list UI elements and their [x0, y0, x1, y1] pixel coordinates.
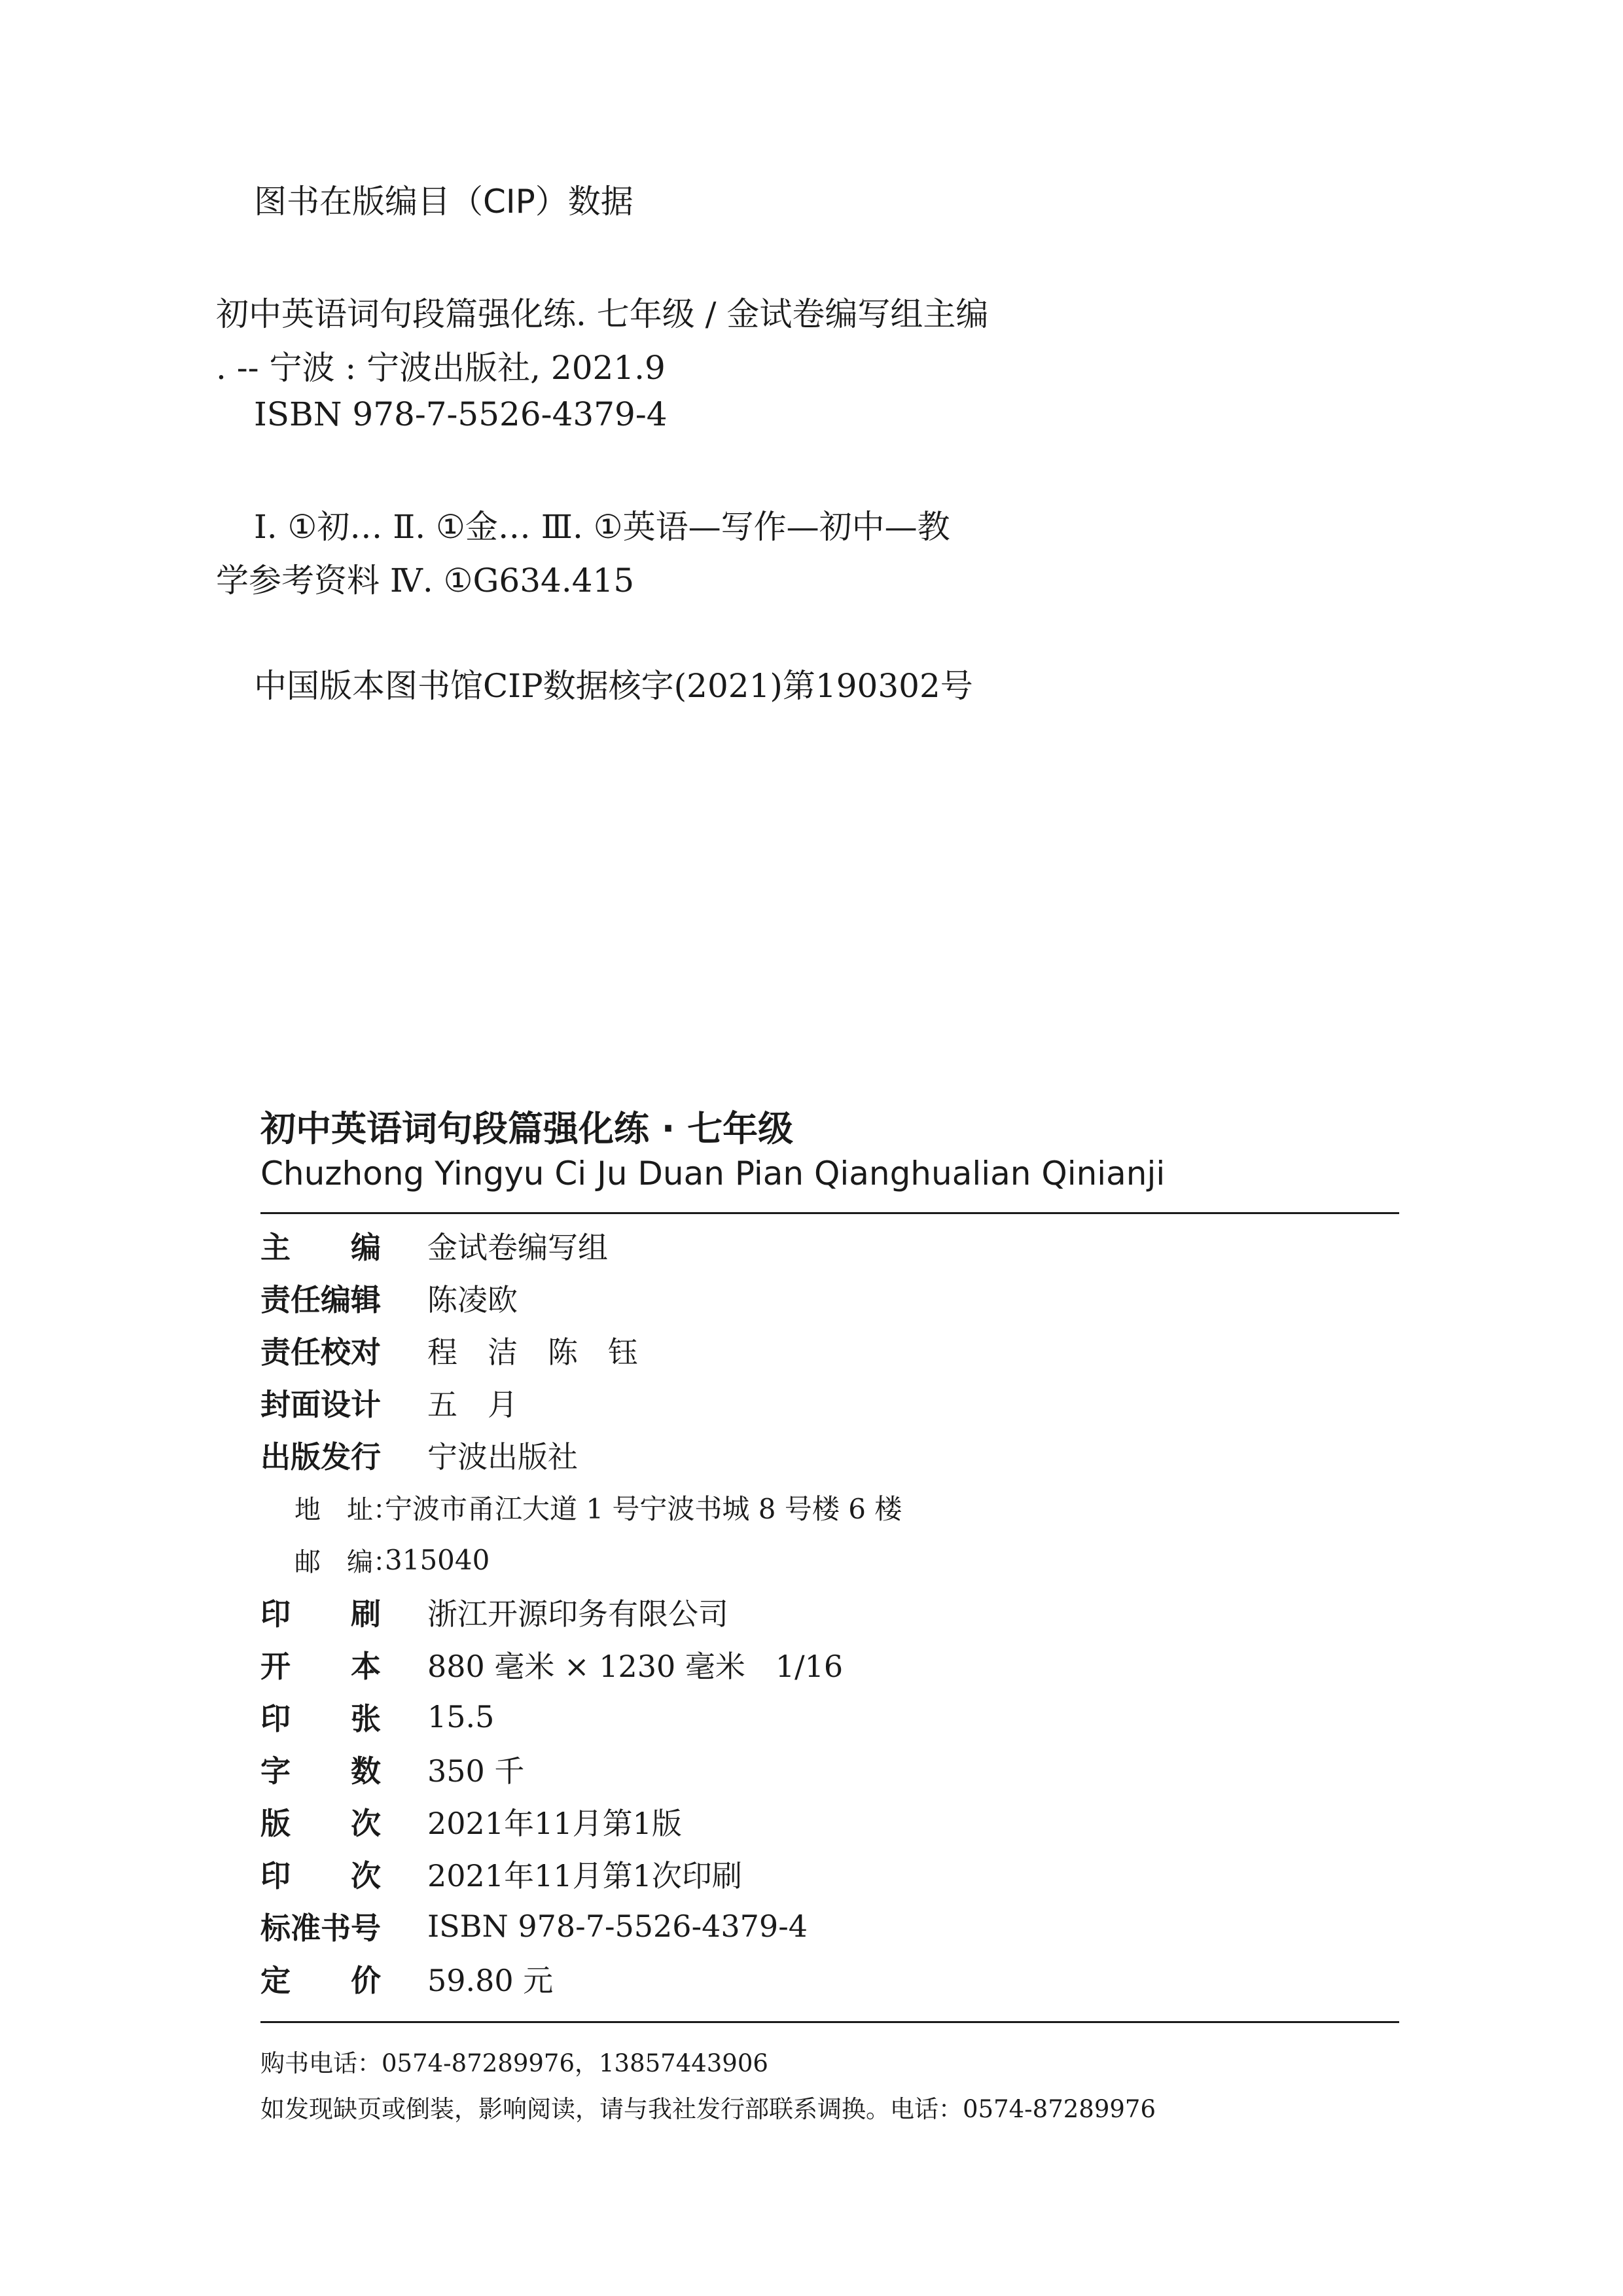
detail-row-sheets [260, 1694, 494, 1740]
cip-subject-line2: 学参考资料 Ⅳ. ①G634.415 [216, 562, 635, 600]
detail-label: 主 编 [260, 1230, 381, 1265]
cip-title-line2: . -- 宁波 : 宁波出版社, 2021.9 [216, 349, 666, 387]
detail-value: 浙江开源印务有限公司 [427, 1596, 728, 1632]
detail-label: 责任校对 [260, 1335, 381, 1370]
detail-label: 出版发行 [260, 1439, 381, 1475]
detail-row-publisher [260, 1432, 578, 1478]
cip-record-number: 中国版本图书馆CIP数据核字(2021)第190302号 [254, 667, 973, 705]
cip-subject-line1: Ⅰ. ①初… Ⅱ. ①金… Ⅲ. ①英语—写作—初中—教 [254, 508, 950, 546]
detail-row-price [260, 1956, 553, 2001]
detail-row-proofreader [260, 1327, 638, 1373]
detail-label: 责任编辑 [260, 1282, 381, 1318]
cip-title-line1: 初中英语词句段篇强化练. 七年级 / 金试卷编写组主编 [216, 295, 989, 333]
detail-value: 五 月 [427, 1387, 518, 1422]
detail-value: 2021年11月第1版 [427, 1806, 682, 1841]
detail-value: 宁波市甬江大道 1 号宁波书城 8 号楼 6 楼 [385, 1493, 902, 1525]
detail-row-responsible-editor [260, 1275, 518, 1321]
detail-row-word-count [260, 1746, 524, 1792]
detail-row-cover-design [260, 1380, 518, 1426]
detail-row-impression [260, 1851, 742, 1897]
book-title-pinyin: Chuzhong Yingyu Ci Ju Duan Pian Qianghualian Qinianji [260, 1155, 1166, 1193]
detail-label: 地 址： [294, 1494, 399, 1525]
detail-value: 315040 [385, 1543, 490, 1576]
detail-row-address [260, 1484, 902, 1530]
detail-label: 封面设计 [260, 1387, 381, 1422]
detail-label: 版 次 [260, 1806, 381, 1841]
detail-row-postcode [260, 1537, 490, 1583]
detail-value: 宁波出版社 [427, 1439, 578, 1475]
detail-label: 标准书号 [260, 1910, 381, 1946]
cip-isbn: ISBN 978-7-5526-4379-4 [254, 395, 668, 433]
detail-label: 邮 编： [294, 1547, 399, 1577]
detail-value: 350 千 [427, 1753, 525, 1789]
detail-row-editor [260, 1223, 608, 1268]
book-title: 初中英语词句段篇强化练 · 七年级 [260, 1108, 794, 1149]
purchase-phone: 购书电话：0574-87289976，13857443906 [260, 2049, 768, 2077]
detail-row-printer [260, 1589, 728, 1635]
detail-row-isbn [260, 1903, 808, 1949]
cip-heading: 图书在版编目（CIP）数据 [254, 183, 633, 221]
detail-row-format [260, 1641, 843, 1687]
detail-value: 15.5 [427, 1699, 495, 1734]
detail-label: 印 刷 [260, 1596, 381, 1632]
detail-value: 金试卷编写组 [427, 1230, 608, 1265]
defect-notice: 如发现缺页或倒装，影响阅读，请与我社发行部联系调换。电话：0574-87289976 [260, 2095, 1156, 2123]
top-divider [260, 1212, 1399, 1214]
detail-value: 59.80 元 [427, 1963, 554, 1998]
detail-row-edition [260, 1799, 682, 1844]
detail-label: 开 本 [260, 1649, 381, 1684]
detail-value: 程 洁 陈 钰 [427, 1335, 638, 1370]
detail-label: 字 数 [260, 1753, 381, 1789]
detail-value: 陈凌欧 [427, 1282, 518, 1318]
detail-value: 880 毫米 × 1230 毫米 1/16 [427, 1649, 844, 1684]
detail-label: 印 次 [260, 1858, 381, 1893]
detail-value: 2021年11月第1次印刷 [427, 1858, 742, 1893]
detail-label: 印 张 [260, 1701, 381, 1736]
bottom-divider [260, 2021, 1399, 2023]
detail-value: ISBN 978-7-5526-4379-4 [427, 1909, 808, 1944]
detail-label: 定 价 [260, 1963, 381, 1998]
